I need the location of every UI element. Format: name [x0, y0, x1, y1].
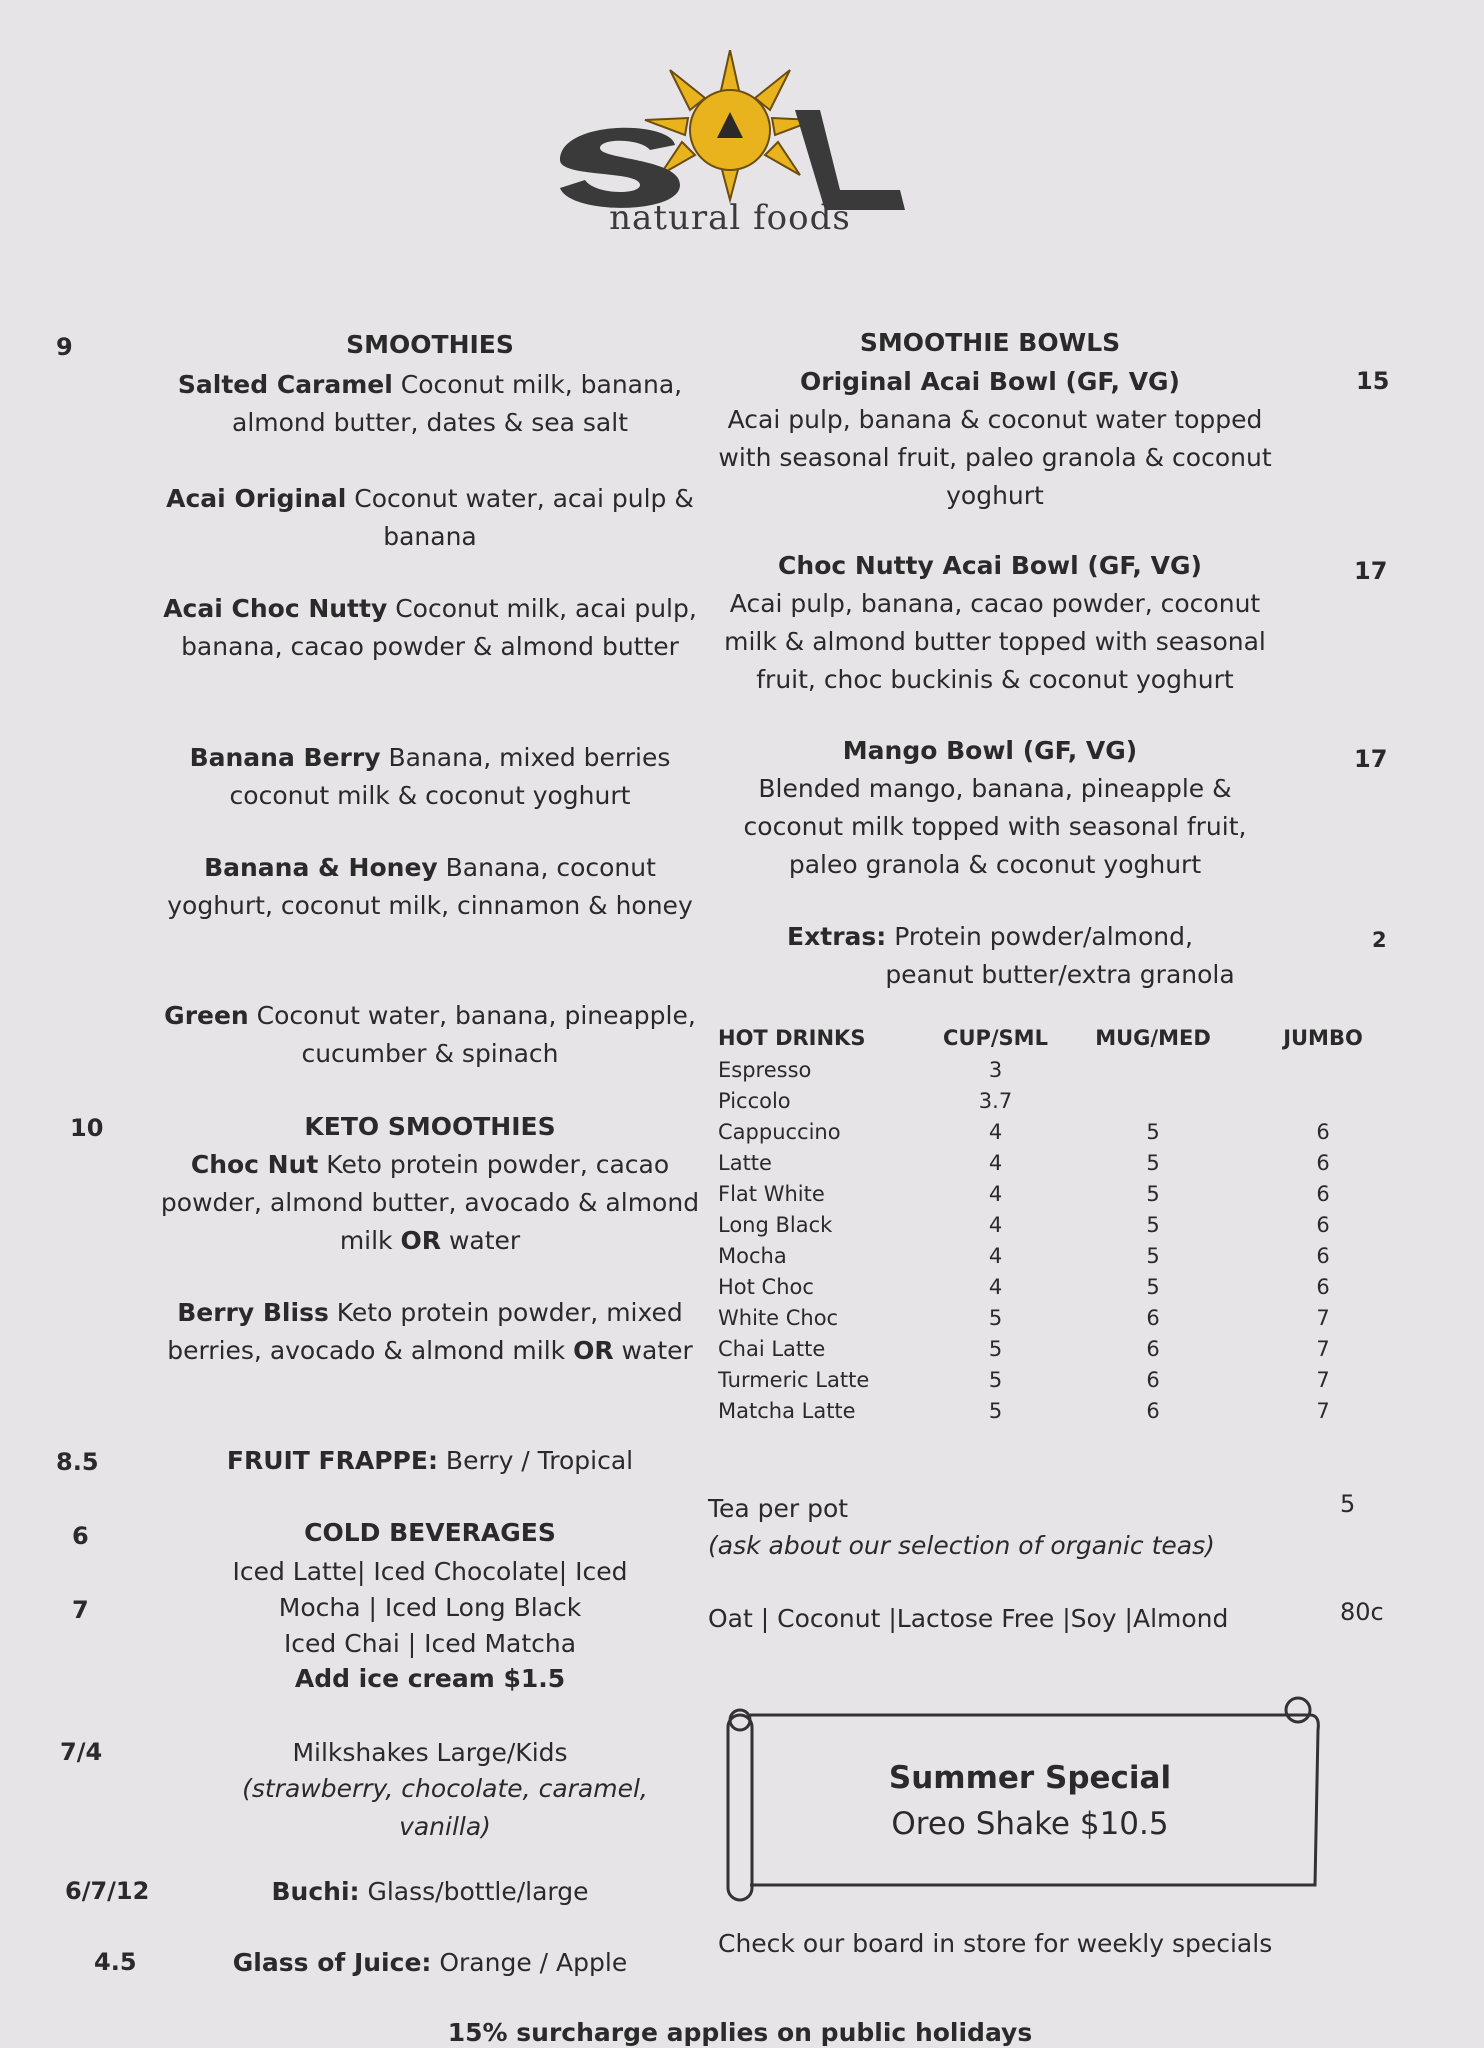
- milkshake-label: Milkshakes Large/Kids: [292, 1738, 568, 1767]
- milk-price: 80c: [1340, 1598, 1384, 1626]
- table-row: [718, 1364, 1398, 1395]
- drink-name: Cappuccino: [718, 1119, 841, 1144]
- drink-price: 3.7: [978, 1088, 1013, 1113]
- extras-line-1: Extras: Protein powder/almond,: [787, 922, 1193, 951]
- cold-price-1: 6: [72, 1522, 89, 1550]
- drink-price: 5: [988, 1398, 1003, 1423]
- bowl-desc: Blended mango, banana, pineapple & coconut milk topped with seasonal fruit, paleo granola & coconut yoghurt: [743, 774, 1247, 879]
- drink-price: 6: [1146, 1367, 1160, 1392]
- table-row: [718, 1116, 1398, 1147]
- drink-price: [1058, 1085, 1248, 1116]
- milkshake-price: 7/4: [60, 1738, 103, 1766]
- table-row: [718, 1302, 1398, 1333]
- menu-item: Berry Bliss Keto protein powder, mixed berries, avocado & almond milk OR water: [167, 1298, 693, 1365]
- menu-item: Acai Original Coconut water, acai pulp & banana: [166, 484, 694, 551]
- drink-price: 5: [988, 1367, 1003, 1392]
- keto-heading: KETO SMOOTHIES: [304, 1112, 556, 1141]
- buchi-line: Buchi: Glass/bottle/large: [271, 1877, 589, 1906]
- smoothies-heading: SMOOTHIES: [346, 330, 514, 359]
- drink-price: 5: [1146, 1212, 1160, 1237]
- drink-price: 5: [1146, 1150, 1160, 1175]
- drink-price: 6: [1316, 1274, 1330, 1299]
- column-header: MUG/MED: [1095, 1026, 1211, 1050]
- menu-item: Banana & Honey Banana, coconut yoghurt, coconut milk, cinnamon & honey: [167, 853, 693, 920]
- menu-item: Green Coconut water, banana, pineapple, cucumber & spinach: [164, 1001, 696, 1068]
- table-row: [718, 1209, 1398, 1240]
- juice-price: 4.5: [94, 1948, 137, 1976]
- menu-item: Banana Berry Banana, mixed berries coconut milk & coconut yoghurt: [189, 743, 671, 810]
- drink-price: 4: [988, 1150, 1003, 1175]
- bowl-price: 15: [1356, 367, 1390, 395]
- drink-price: 4: [988, 1212, 1003, 1237]
- cold-heading: COLD BEVERAGES: [304, 1518, 556, 1547]
- drink-name: Mocha: [718, 1243, 787, 1268]
- special-title: Summer Special: [888, 1760, 1172, 1796]
- drink-name: Flat White: [718, 1181, 825, 1206]
- milk-options: Oat | Coconut |Lactose Free |Soy |Almond: [708, 1604, 1229, 1633]
- special-item: Oreo Shake $10.5: [891, 1806, 1169, 1842]
- drink-price: 5: [988, 1305, 1003, 1330]
- drink-price: 6: [1316, 1243, 1330, 1268]
- buchi-price: 6/7/12: [65, 1877, 150, 1905]
- table-row: [718, 1271, 1398, 1302]
- smoothies-price: 9: [56, 333, 73, 361]
- brand-tagline: natural foods: [609, 198, 851, 238]
- drink-price: 6: [1316, 1212, 1330, 1237]
- drink-price: [1248, 1054, 1398, 1085]
- hot-drinks-header-row: [718, 1022, 1398, 1054]
- table-row: [718, 1240, 1398, 1271]
- drink-price: 5: [1146, 1181, 1160, 1206]
- table-row: [718, 1178, 1398, 1209]
- drink-price: 5: [1146, 1243, 1160, 1268]
- drink-price: 4: [988, 1119, 1003, 1144]
- drink-name: Espresso: [718, 1057, 812, 1082]
- tea-note: (ask about our selection of organic teas): [708, 1531, 1215, 1560]
- drink-name: Piccolo: [718, 1088, 791, 1113]
- drink-name: White Choc: [718, 1305, 839, 1330]
- menu-item: Acai Choc Nutty Coconut milk, acai pulp, banana, cacao powder & almond butter: [163, 594, 697, 661]
- column-header: JUMBO: [1283, 1026, 1363, 1050]
- drink-name: Long Black: [718, 1212, 833, 1237]
- table-row: [718, 1054, 1398, 1085]
- drink-price: 6: [1146, 1305, 1160, 1330]
- drink-price: 5: [988, 1336, 1003, 1361]
- drink-name: Turmeric Latte: [718, 1367, 870, 1392]
- drink-price: 6: [1146, 1336, 1160, 1361]
- drink-name: Latte: [718, 1150, 772, 1175]
- milkshake-flavours: (strawberry, chocolate, caramel, vanilla): [242, 1774, 648, 1841]
- drink-name: Matcha Latte: [718, 1398, 856, 1423]
- column-header: HOT DRINKS: [718, 1026, 866, 1050]
- cold-line-1: Iced Latte| Iced Chocolate| Iced: [232, 1557, 628, 1586]
- table-row: [718, 1395, 1398, 1426]
- drink-price: 5: [1146, 1119, 1160, 1144]
- drink-name: Hot Choc: [718, 1274, 814, 1299]
- drink-price: 7: [1316, 1336, 1330, 1361]
- bowl-price: 17: [1354, 745, 1388, 773]
- bowl-desc: Acai pulp, banana & coconut water topped with seasonal fruit, paleo granola & coconut yoghurt: [718, 405, 1272, 510]
- surcharge-note: 15% surcharge applies on public holidays: [447, 2018, 1033, 2047]
- bowl-name: Choc Nutty Acai Bowl (GF, VG): [778, 551, 1202, 580]
- cold-price-2: 7: [72, 1596, 89, 1624]
- cold-line-3: Iced Chai | Iced Matcha: [283, 1629, 577, 1658]
- frappe-line: FRUIT FRAPPE: Berry / Tropical: [226, 1446, 634, 1475]
- bowl-desc: Acai pulp, banana, cacao powder, coconut milk & almond butter topped with seasonal fruit, choc buckinis & coconut yoghurt: [724, 589, 1266, 694]
- drink-price: 7: [1316, 1367, 1330, 1392]
- table-row: [718, 1147, 1398, 1178]
- drink-price: 4: [988, 1243, 1003, 1268]
- drink-price: [1248, 1085, 1398, 1116]
- drink-price: [1058, 1054, 1248, 1085]
- table-row: [718, 1085, 1398, 1116]
- drink-name: Chai Latte: [718, 1336, 826, 1361]
- drink-price: 6: [1316, 1181, 1330, 1206]
- drink-price: 5: [1146, 1274, 1160, 1299]
- juice-line: Glass of Juice: Orange / Apple: [232, 1948, 628, 1977]
- cold-line-2: Mocha | Iced Long Black: [278, 1593, 582, 1622]
- column-header: CUP/SML: [943, 1026, 1048, 1050]
- frappe-price: 8.5: [56, 1448, 99, 1476]
- menu-item: Choc Nut Keto protein powder, cacao powder, almond butter, avocado & almond milk OR water: [160, 1150, 700, 1255]
- tea-label: Tea per pot: [708, 1494, 849, 1523]
- extras-price: 2: [1372, 928, 1387, 952]
- drink-price: 6: [1316, 1150, 1330, 1175]
- bowl-name: Mango Bowl (GF, VG): [842, 736, 1138, 765]
- drink-price: 4: [988, 1181, 1003, 1206]
- drink-price: 6: [1316, 1119, 1330, 1144]
- menu-item: Salted Caramel Coconut milk, banana, almond butter, dates & sea salt: [177, 370, 683, 437]
- table-row: [718, 1333, 1398, 1364]
- keto-price: 10: [70, 1114, 104, 1142]
- bowls-heading: SMOOTHIE BOWLS: [859, 328, 1121, 357]
- hot-drinks-table: [718, 1022, 1398, 1426]
- cold-addon: Add ice cream $1.5: [294, 1664, 566, 1693]
- special-note: Check our board in store for weekly specials: [718, 1929, 1273, 1958]
- bowl-price: 17: [1354, 557, 1388, 585]
- drink-price: 7: [1316, 1305, 1330, 1330]
- drink-price: 4: [988, 1274, 1003, 1299]
- tea-price: 5: [1340, 1490, 1356, 1518]
- extras-line-2: peanut butter/extra granola: [885, 960, 1235, 989]
- drink-price: 6: [1146, 1398, 1160, 1423]
- summer-special: [760, 1755, 1300, 1847]
- drink-price: 7: [1316, 1398, 1330, 1423]
- bowl-name: Original Acai Bowl (GF, VG): [800, 367, 1180, 396]
- drink-price: 3: [988, 1057, 1003, 1082]
